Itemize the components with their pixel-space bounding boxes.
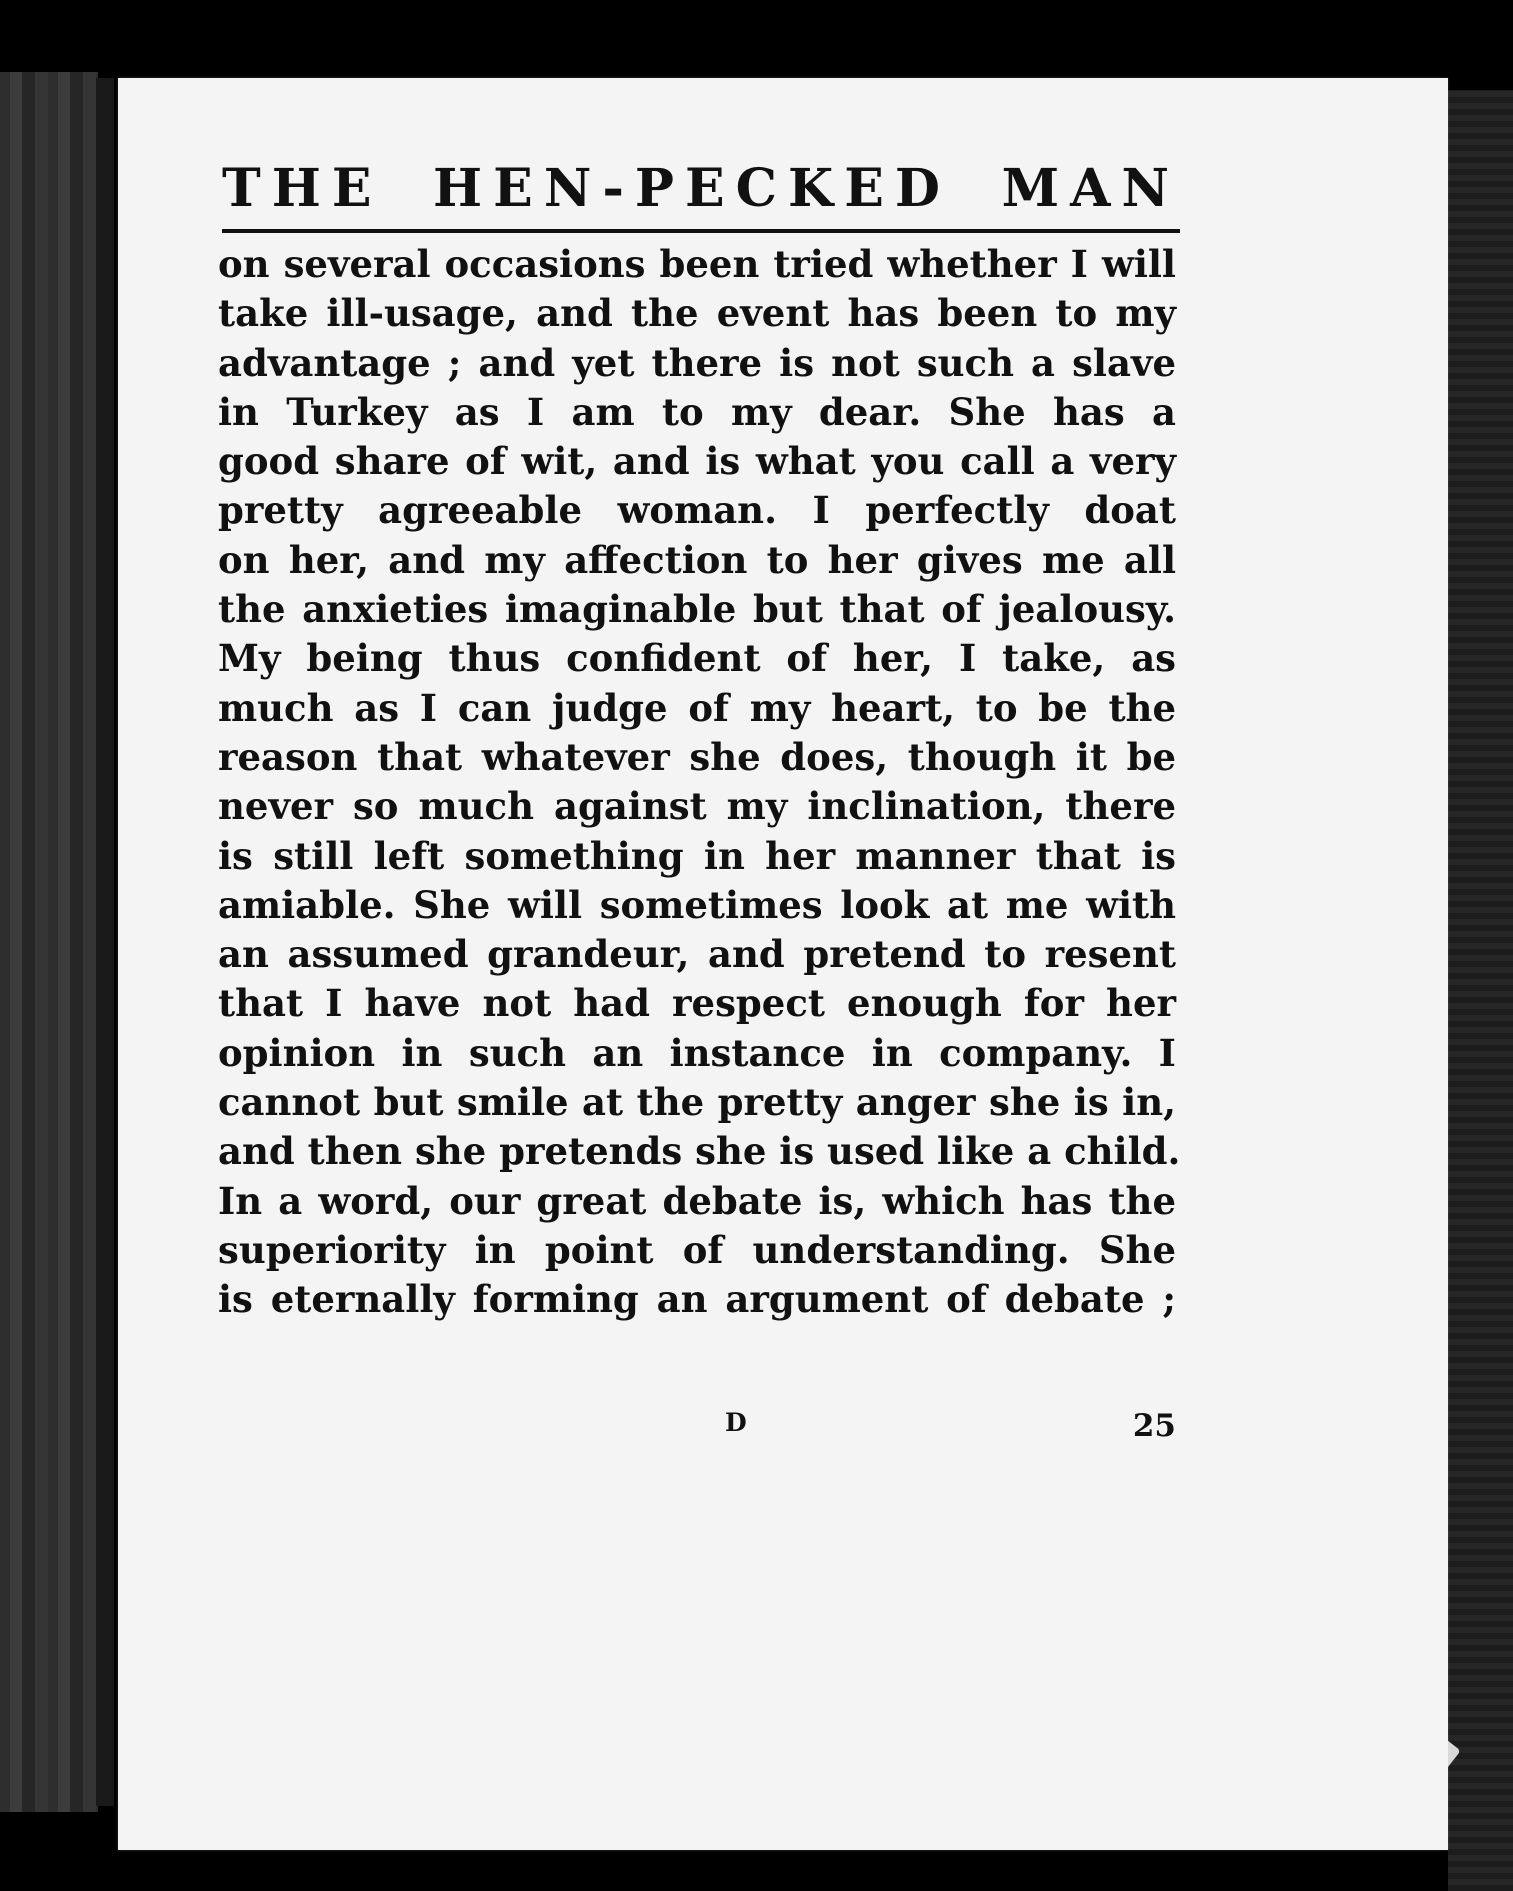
text-line: cannot but smile at the pretty anger she is in,	[218, 1080, 1176, 1125]
text-line: never so much against my inclination, there	[218, 784, 1176, 829]
text-line: in Turkey as I am to my dear. She has a	[218, 389, 1176, 434]
text-line: an assumed grandeur, and pretend to resent	[218, 932, 1176, 977]
text-line: reason that whatever she does, though it be	[218, 734, 1176, 779]
text-line: superiority in point of understanding. She	[218, 1227, 1176, 1272]
text-line: much as I can judge of my heart, to be the	[218, 685, 1176, 730]
page-footer	[218, 1408, 1176, 1458]
text-line: is still left something in her manner that is	[218, 833, 1176, 878]
text-line: is eternally forming an argument of debate ;	[218, 1277, 1176, 1322]
text-line: that I have not had respect enough for her	[218, 981, 1176, 1026]
book-binding	[0, 72, 98, 1812]
running-head: THE HEN-PECKED MAN	[222, 158, 1180, 219]
text-line: good share of wit, and is what you call a very	[218, 439, 1176, 484]
text-line: opinion in such an instance in company. I	[218, 1030, 1176, 1075]
signature-mark: D	[725, 1408, 747, 1437]
text-line: and then she pretends she is used like a child.	[218, 1129, 1181, 1174]
text-line: My being thus confident of her, I take, as	[218, 636, 1176, 681]
header-rule	[222, 229, 1180, 233]
text-line: pretty agreeable woman. I perfectly doat	[218, 488, 1176, 533]
spine-shadow	[96, 78, 114, 1806]
text-line: the anxieties imaginable but that of jealousy.	[218, 587, 1176, 632]
book-edge	[1448, 90, 1513, 1891]
text-line: on several occasions been tried whether I will	[218, 242, 1176, 286]
text-line: advantage ; and yet there is not such a slave	[218, 340, 1176, 385]
text-line: take ill-usage, and the event has been to my	[218, 291, 1176, 336]
text-line: on her, and my affection to her gives me all	[218, 537, 1176, 582]
page-number: 25	[1132, 1408, 1176, 1444]
body-text	[218, 240, 1181, 1325]
text-line: In a word, our great debate is, which has the	[218, 1178, 1176, 1223]
text-line: amiable. She will sometimes look at me with	[218, 882, 1176, 927]
